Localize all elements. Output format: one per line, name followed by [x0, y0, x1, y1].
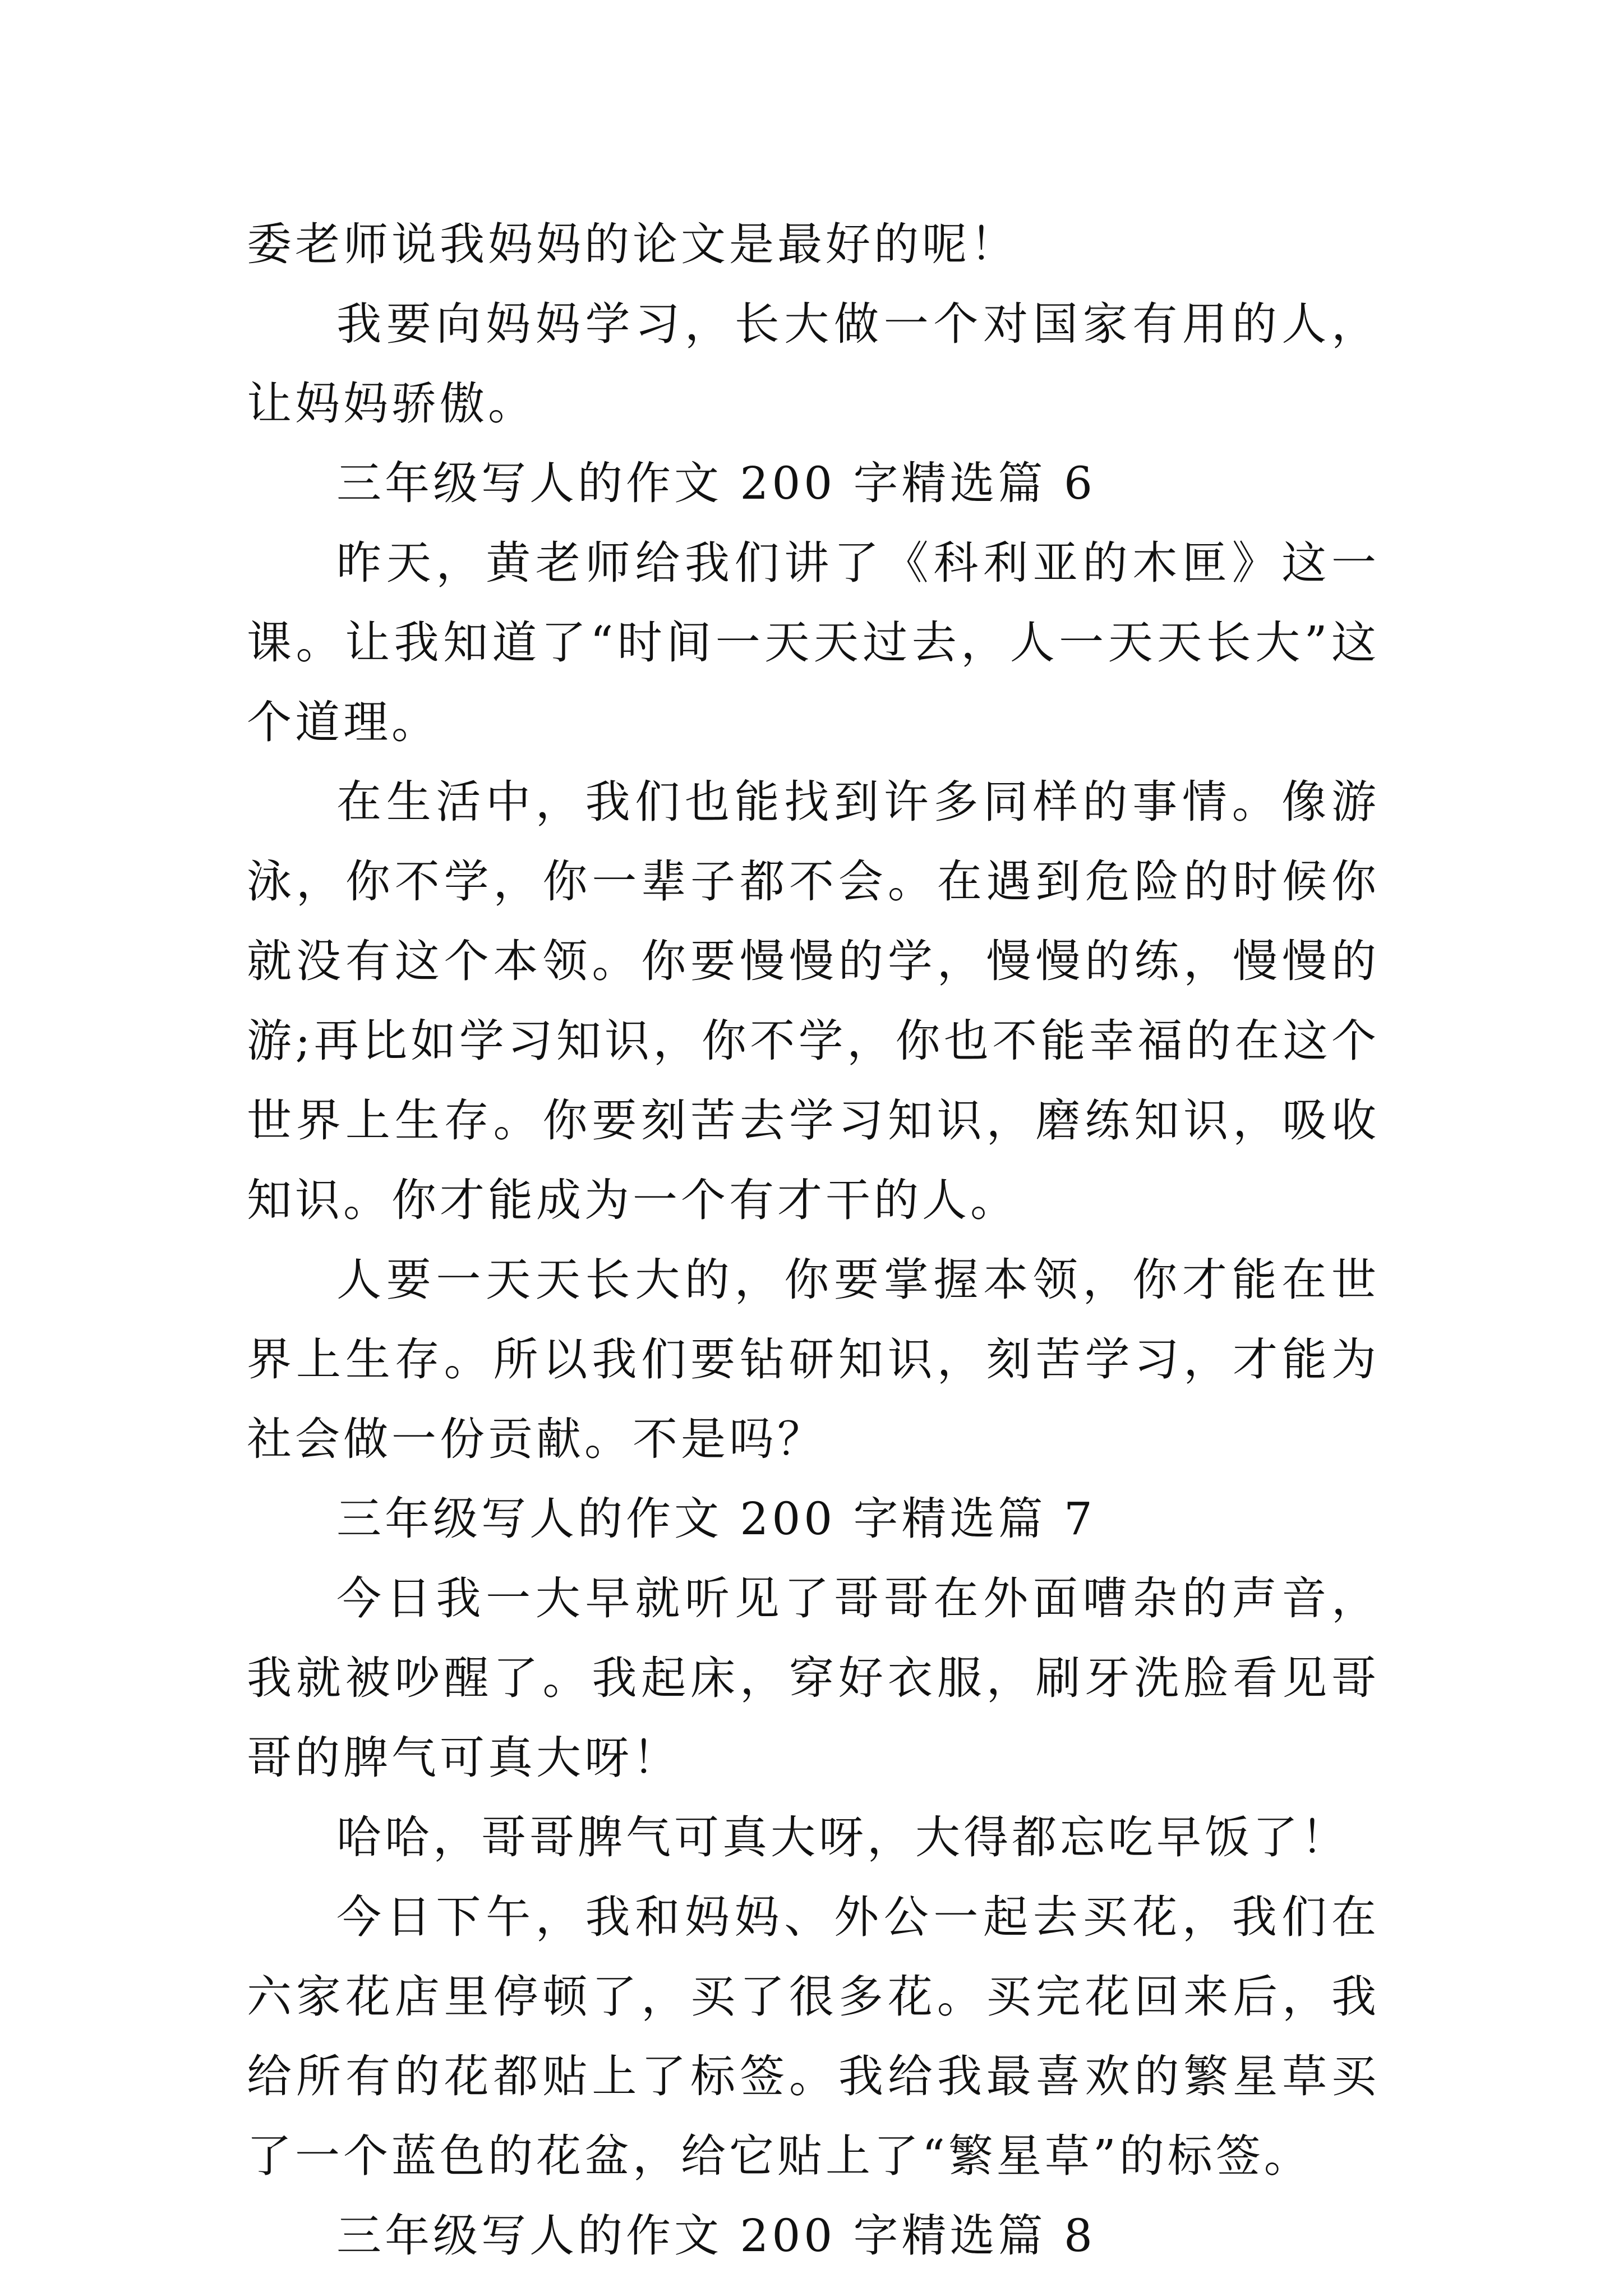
paragraph-2: 我要向妈妈学习，长大做一个对国家有用的人，让妈妈骄傲。	[247, 298, 1380, 430]
paragraph-5: 人要一天天长大的，你要掌握本领，你才能在世界上生存。所以我们要钻研知识，刻苦学习，才能为社会做一份贡献。不是吗？	[247, 1254, 1380, 1465]
paragraph-8: 今日下午，我和妈妈、外公一起去买花，我们在六家花店里停顿了，买了很多花。买完花回来后，我给所有的花都贴上了标签。我给我最喜欢的繁星草买了一个蓝色的花盆，给它贴上了“繁星草”的标签。	[247, 1891, 1380, 2182]
document-body	[247, 205, 1380, 2276]
paragraph-6: 今日我一大早就听见了哥哥在外面嘈杂的声音，我就被吵醒了。我起床，穿好衣服，刷牙洗脸看见哥哥的脾气可真大呀！	[247, 1572, 1380, 1784]
paragraph-3: 昨天，黄老师给我们讲了《科利亚的木匣》这一课。让我知道了“时间一天天过去，人一天天长大”这个道理。	[247, 537, 1380, 748]
paragraph-7: 哈哈，哥哥脾气可真大呀，大得都忘吃早饭了！	[336, 1811, 1349, 1864]
paragraph-1: 委老师说我妈妈的论文是最好的呢！	[247, 218, 1018, 270]
section-heading-8: 三年级写人的作文 200 字精选篇 8	[336, 2210, 1096, 2262]
section-heading-6: 三年级写人的作文 200 字精选篇 6	[336, 457, 1096, 509]
paragraph-4: 在生活中，我们也能找到许多同样的事情。像游泳，你不学，你一辈子都不会。在遇到危险的时候你就没有这个本领。你要慢慢的学，慢慢的练，慢慢的游;再比如学习知识，你不学，你也不能幸福的在这个世界上生存。你要刻苦去学习知识，磨练知识，吸收知识。你才能成为一个有才干的人。	[247, 776, 1380, 1226]
section-heading-7: 三年级写人的作文 200 字精选篇 7	[336, 1493, 1096, 1545]
